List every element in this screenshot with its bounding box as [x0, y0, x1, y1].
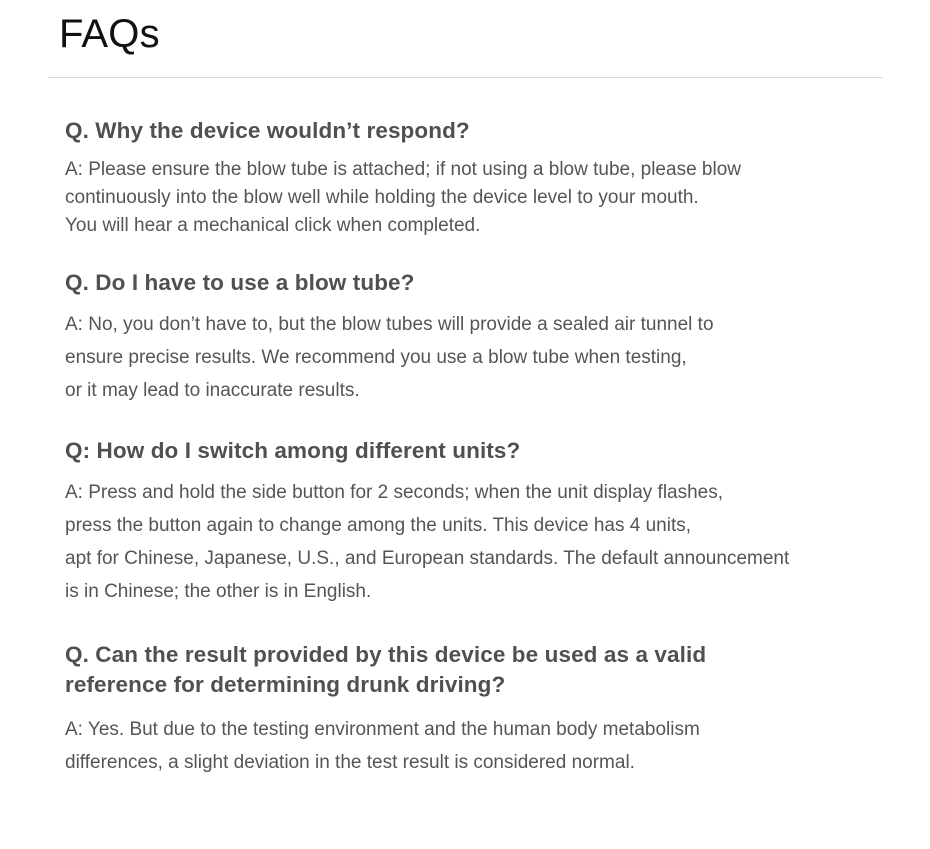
faq-item	[65, 640, 875, 779]
faq-answer-line: ensure precise results. We recommend you use a blow tube when testing,	[65, 347, 687, 368]
faq-answer-line: continuously into the blow well while holding the device level to your mouth.	[65, 187, 699, 208]
faq-answer	[65, 713, 875, 779]
faq-answer-line: or it may lead to inaccurate results.	[65, 380, 360, 401]
faq-answer-line: You will hear a mechanical click when completed.	[65, 215, 481, 236]
faq-item	[65, 116, 875, 240]
faq-item	[65, 268, 875, 407]
faq-question: Q. Do I have to use a blow tube?	[65, 270, 415, 295]
faq-answer-line: is in Chinese; the other is in English.	[65, 581, 372, 602]
page-title: FAQs	[59, 12, 160, 56]
faq-answer	[65, 476, 875, 608]
faq-answer-line: differences, a slight deviation in the test result is considered normal.	[65, 752, 635, 773]
faq-question: Q. Why the device wouldn’t respond?	[65, 118, 470, 143]
faq-answer-line: A: Yes. But due to the testing environment and the human body metabolism	[65, 719, 700, 740]
faq-answer-line: apt for Chinese, Japanese, U.S., and European standards. The default announcement	[65, 548, 790, 569]
faq-question-line: Q. Can the result provided by this device be used as a valid	[65, 642, 707, 667]
faq-item	[65, 436, 875, 608]
title-divider	[48, 77, 883, 78]
faq-answer-line: press the button again to change among the units. This device has 4 units,	[65, 515, 691, 536]
faq-answer-line: A: Press and hold the side button for 2 seconds; when the unit display flashes,	[65, 482, 724, 503]
faq-answer	[65, 308, 875, 407]
faq-question-line: reference for determining drunk driving?	[65, 672, 506, 697]
faq-answer	[65, 156, 875, 240]
faq-question: Q: How do I switch among different units?	[65, 438, 521, 463]
faq-answer-line: A: Please ensure the blow tube is attached; if not using a blow tube, please blow	[65, 159, 741, 180]
faq-question	[65, 640, 875, 700]
faq-answer-line: A: No, you don’t have to, but the blow tubes will provide a sealed air tunnel to	[65, 314, 714, 335]
